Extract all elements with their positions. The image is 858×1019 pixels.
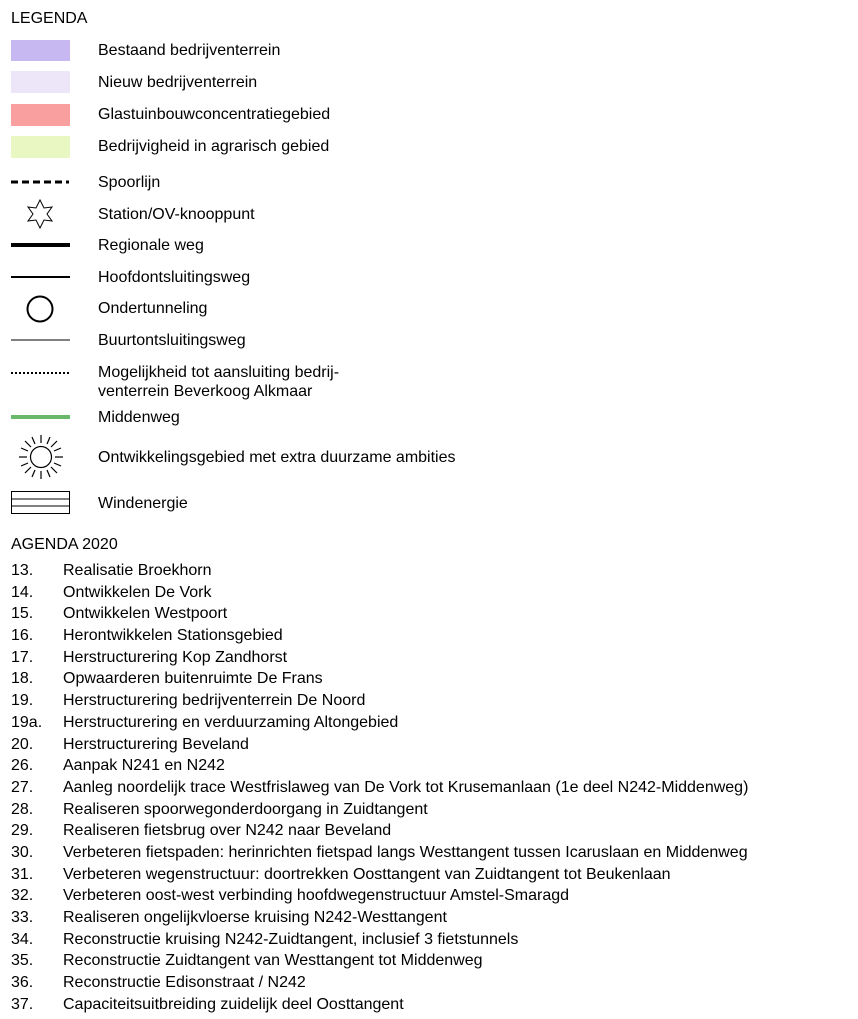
green-line-icon (11, 412, 71, 422)
agenda-text: Herstructurering en verduurzaming Altongebied (63, 713, 399, 731)
swatch-glastuinbouw (11, 104, 70, 126)
agenda-item (11, 950, 748, 972)
legend-label: Spoorlijn (98, 174, 161, 191)
agenda-text: Verbeteren fietspaden: herinrichten fietspad langs Westtangent tussen Icaruslaan en Middenweg (63, 843, 748, 861)
agenda-title: AGENDA 2020 (11, 536, 118, 553)
legend-title: LEGENDA (11, 10, 88, 27)
double-line-icon (11, 491, 71, 515)
dashed-line-icon (11, 176, 71, 188)
legend-label-line1: Mogelijkheid tot aansluiting bedrij- (98, 364, 340, 381)
agenda-number: 28. (11, 800, 34, 818)
legend-label: Buurtontsluitingsweg (98, 332, 246, 349)
agenda-text: Aanpak N241 en N242 (63, 757, 225, 775)
agenda-item (11, 647, 748, 669)
agenda-number: 30. (11, 843, 34, 861)
agenda-item (11, 885, 748, 907)
medium-line-icon (11, 272, 71, 282)
agenda-item (11, 994, 748, 1016)
agenda-number: 15. (11, 605, 34, 623)
agenda-item (11, 755, 748, 777)
agenda-number: 27. (11, 778, 34, 796)
agenda-text: Verbeteren oost-west verbinding hoofdwegenstructuur Amstel-Smaragd (63, 887, 570, 905)
swatch-agrarisch (11, 136, 70, 158)
agenda-number: 17. (11, 648, 34, 666)
agenda-text: Aanleg noordelijk trace Westfrislaweg van De Vork tot Krusemanlaan (1e deel N242-Middenweg) (63, 778, 749, 796)
legend-label: Windenergie (98, 495, 188, 512)
agenda-item (11, 864, 748, 886)
legend-label: Hoofdontsluitingsweg (98, 269, 251, 286)
legend-label-line2: venterrein Beverkoog Alkmaar (98, 383, 313, 400)
sun-icon (17, 434, 65, 480)
legend-label: Bestaand bedrijventerrein (98, 42, 281, 59)
agenda-number: 34. (11, 930, 34, 948)
agenda-number: 19a. (11, 713, 43, 731)
agenda-item (11, 799, 748, 821)
circle-icon (25, 294, 55, 324)
agenda-item (11, 603, 748, 625)
agenda-text: Capaciteitsuitbreiding zuidelijk deel Oosttangent (63, 995, 404, 1013)
legend-label: Bedrijvigheid in agrarisch gebied (98, 138, 330, 155)
agenda-text: Herstructurering bedrijventerrein De Noord (63, 692, 366, 710)
agenda-number: 14. (11, 583, 34, 601)
agenda-number: 35. (11, 952, 34, 970)
agenda-number: 18. (11, 670, 34, 688)
agenda-text: Ontwikkelen De Vork (63, 583, 212, 601)
legend-label: Glastuinbouwconcentratiegebied (98, 106, 331, 123)
legend-label: Middenweg (98, 409, 180, 426)
agenda-number: 16. (11, 627, 34, 645)
agenda-number: 19. (11, 692, 34, 710)
agenda-item (11, 972, 748, 994)
swatch-bestaand-bedrijventerrein (11, 40, 70, 61)
agenda-item (11, 907, 748, 929)
agenda-item (11, 582, 748, 604)
legend-label: Station/OV-knooppunt (98, 206, 255, 223)
agenda-text: Reconstructie Zuidtangent van Westtangent tot Middenweg (63, 952, 483, 970)
agenda-text: Verbeteren wegenstructuur: doortrekken Oosttangent van Zuidtangent tot Beukenlaan (63, 865, 671, 883)
agenda-item (11, 560, 748, 582)
agenda-item (11, 690, 748, 712)
agenda-list (11, 560, 748, 1015)
agenda-text: Herstructurering Beveland (63, 735, 249, 753)
dotted-line-icon (11, 368, 71, 378)
agenda-number: 37. (11, 995, 34, 1013)
legend-label: Ondertunneling (98, 300, 208, 317)
agenda-item (11, 625, 748, 647)
agenda-number: 33. (11, 909, 34, 926)
legend-label: Ontwikkelingsgebied met extra duurzame ambities (98, 449, 456, 466)
agenda-text: Reconstructie kruising N242-Zuidtangent, inclusief 3 fietstunnels (63, 930, 519, 948)
agenda-number: 20. (11, 735, 34, 753)
agenda-text: Realiseren fietsbrug over N242 naar Beveland (63, 822, 392, 840)
agenda-text: Ontwikkelen Westpoort (63, 605, 228, 623)
thin-line-icon (11, 335, 71, 345)
agenda-number: 31. (11, 865, 34, 883)
agenda-item (11, 734, 748, 756)
star-icon (23, 197, 57, 231)
legend-label: Regionale weg (98, 237, 204, 254)
thick-line-icon (11, 240, 71, 250)
agenda-number: 36. (11, 974, 34, 992)
agenda-item (11, 712, 748, 734)
agenda-text: Realiseren spoorwegonderdoorgang in Zuidtangent (63, 800, 428, 818)
legend-label: Nieuw bedrijventerrein (98, 74, 258, 91)
agenda-number: 29. (11, 822, 34, 840)
agenda-item (11, 842, 748, 864)
agenda-item (11, 668, 748, 690)
agenda-number: 26. (11, 757, 34, 775)
agenda-number: 13. (11, 562, 34, 579)
agenda-text: Herstructurering Kop Zandhorst (63, 648, 288, 666)
swatch-nieuw-bedrijventerrein (11, 71, 70, 93)
agenda-text: Realiseren ongelijkvloerse kruising N242-Westtangent (63, 909, 447, 926)
agenda-item (11, 820, 748, 842)
agenda-text: Opwaarderen buitenruimte De Frans (63, 670, 323, 688)
agenda-number: 32. (11, 887, 34, 905)
agenda-item (11, 929, 748, 951)
agenda-text: Realisatie Broekhorn (63, 562, 212, 579)
agenda-text: Herontwikkelen Stationsgebied (63, 627, 283, 645)
agenda-text: Reconstructie Edisonstraat / N242 (63, 974, 306, 992)
agenda-item (11, 777, 748, 799)
